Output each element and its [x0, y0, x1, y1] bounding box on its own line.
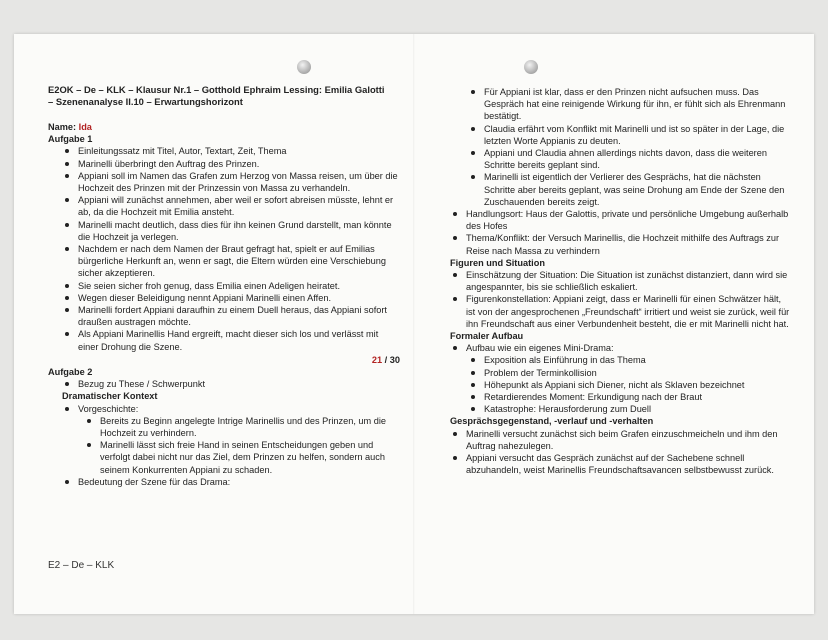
sub-list-item: Marinelli ist eigentlich der Verlierer des Gesprächs, hat die nächsten Schritte aber bereits geplant, was seine Drohung am Ende der Szene den Zuschauenden bereits zeigt. — [468, 171, 790, 208]
left-column — [48, 84, 400, 488]
student-name: Ida — [78, 122, 92, 132]
aufgabe-1-score — [48, 354, 400, 366]
sub-list-item: Exposition als Einführung in das Thema — [468, 354, 790, 366]
list-item: Figurenkonstellation: Appiani zeigt, dass er Marinelli für einen Schwätzer hält, ist von der angesprochenen „Freundschaft“ irritiert und weist sie zurück, weil für ihn Freundschaft aus einer Verbundenheit besteht, die er mit Marinelli nicht hat. — [450, 293, 790, 330]
punch-hole-right — [524, 60, 538, 74]
list-item: Marinelli fordert Appiani daraufhin zu einem Duell heraus, das Appiani sofort draußen austragen möchte. — [62, 304, 400, 328]
score-achieved: 21 — [371, 354, 383, 365]
list-item: Marinelli macht deutlich, dass dies für ihn keinen Grund darstellt, man könnte die Hochzeit ja verlegen. — [62, 219, 400, 243]
sub-list-item: Katastrophe: Herausforderung zum Duell — [468, 403, 790, 415]
sub-list-item: Appiani und Claudia ahnen allerdings nichts davon, dass die weiteren Schritte bereits geplant sind. — [468, 147, 790, 171]
list-item: Marinelli versucht zunächst sich beim Grafen einzuschmeicheln und ihm den Auftrag nahezulegen. — [450, 428, 790, 452]
aufgabe-2-list — [48, 378, 400, 390]
page-footer: E2 – De – KLK — [48, 560, 115, 571]
vorgeschichte-label: Vorgeschichte: — [78, 403, 139, 414]
aufbau-list — [450, 342, 790, 415]
dramatischer-kontext-heading: Dramatischer Kontext — [62, 391, 158, 402]
sub-list-item: Problem der Terminkollision — [468, 367, 790, 379]
sub-list-item: Bereits zu Beginn angelegte Intrige Marinellis und des Prinzen, um die Hochzeit zu verhindern. — [84, 415, 400, 439]
figuren-list — [450, 269, 790, 330]
title-line-2: – Szenenanalyse II.10 – Erwartungshorizont — [48, 96, 243, 107]
aufgabe-1-list — [48, 145, 400, 352]
name-line — [48, 121, 400, 133]
score-total: / 30 — [382, 354, 400, 365]
kontext-list — [48, 403, 400, 488]
document-title — [48, 84, 400, 108]
vorgeschichte-sublist — [62, 415, 400, 476]
sub-list-item: Für Appiani ist klar, dass er den Prinzen nicht aufsuchen muss. Das Gespräch hat eine reinigende Wirkung für ihn, er fühlt sich als Ehrenmann bestätigt. — [468, 86, 790, 123]
page-fold — [413, 34, 415, 614]
aufgabe-2-heading: Aufgabe 2 — [48, 367, 93, 378]
sub-list-item: Retardierendes Moment: Erkundigung nach der Braut — [468, 391, 790, 403]
sub-list-item: Höhepunkt als Appiani sich Diener, nicht als Sklaven bezeichnet — [468, 379, 790, 391]
list-item: Einleitungssatz mit Titel, Autor, Textart, Zeit, Thema — [62, 145, 400, 157]
list-item: Appiani will zunächst annehmen, aber weil er sofort abreisen müsste, lehnt er ab, da die Hochzeit mit Emilia ansteht. — [62, 194, 400, 218]
list-item: Als Appiani Marinellis Hand ergreift, macht dieser sich los und verlässt mit einer Drohung die Szene. — [62, 328, 400, 352]
aufgabe-1-heading: Aufgabe 1 — [48, 134, 93, 145]
punch-hole-left — [297, 60, 311, 74]
list-item: Handlungsort: Haus der Galottis, private und persönliche Umgebung außerhalb des Hofes — [450, 208, 790, 232]
list-item: Einschätzung der Situation: Die Situation ist zunächst distanziert, dann wird sie angespannter, bis sie schließlich eskaliert. — [450, 269, 790, 293]
aufbau-heading: Formaler Aufbau — [450, 331, 524, 342]
right-column — [450, 86, 790, 477]
list-item: Bedeutung der Szene für das Drama: — [62, 476, 400, 488]
gespraech-heading: Gesprächsgegenstand, -verlauf und -verhalten — [450, 416, 654, 427]
aufbau-label: Aufbau wie ein eigenes Mini-Drama: — [466, 343, 614, 354]
list-item: Wegen dieser Beleidigung nennt Appiani Marinelli einen Affen. — [62, 292, 400, 304]
list-item: Marinelli überbringt den Auftrag des Prinzen. — [62, 158, 400, 170]
sub-list-item: Marinelli lässt sich freie Hand in seinen Entscheidungen geben und verfolgt dabei nicht nur das Ziel, dem Prinzen zu helfen, sondern auch seinem Konkurrenten Appiani zu schaden. — [84, 439, 400, 476]
list-item: Appiani soll im Namen das Grafen zum Herzog von Massa reisen, um über die Hochzeit des Prinzen mit der Prinzessin von Massa zu verhandeln. — [62, 170, 400, 194]
list-item: Thema/Konflikt: der Versuch Marinellis, die Hochzeit mithilfe des Auftrags zur Reise nach Massa zu verhindern — [450, 232, 790, 256]
list-item: Sie seien sicher froh genug, dass Emilia einen Adeligen heiratet. — [62, 280, 400, 292]
sub-list-item: Claudia erfährt vom Konflikt mit Marinelli und ist so später in der Lage, die letzten Worte Appianis zu deuten. — [468, 123, 790, 147]
list-item — [450, 342, 790, 415]
list-item: Appiani versucht das Gespräch zunächst auf der Sachebene schnell abzuhandeln, weist Marinellis Freundschaftsavancen selbstbewusst zurück. — [450, 452, 790, 476]
title-line-1: E2OK – De – KLK – Klausur Nr.1 – Gotthold Ephraim Lessing: Emilia Galotti — [48, 84, 385, 95]
list-item: Nachdem er nach dem Namen der Braut gefragt hat, spielt er auf Emilias bürgerliche Herkunft an, wenn er sagt, die Eltern würden eine Verschiebung sicher akzeptieren. — [62, 243, 400, 280]
list-item: Bezug zu These / Schwerpunkt — [62, 378, 400, 390]
figuren-heading: Figuren und Situation — [450, 257, 545, 268]
bedeutung-sublist — [450, 86, 790, 208]
name-label: Name: — [48, 122, 79, 132]
aufbau-sublist — [450, 354, 790, 415]
gespraech-list — [450, 428, 790, 477]
list-item — [62, 403, 400, 476]
kontext-continued-list — [450, 208, 790, 257]
